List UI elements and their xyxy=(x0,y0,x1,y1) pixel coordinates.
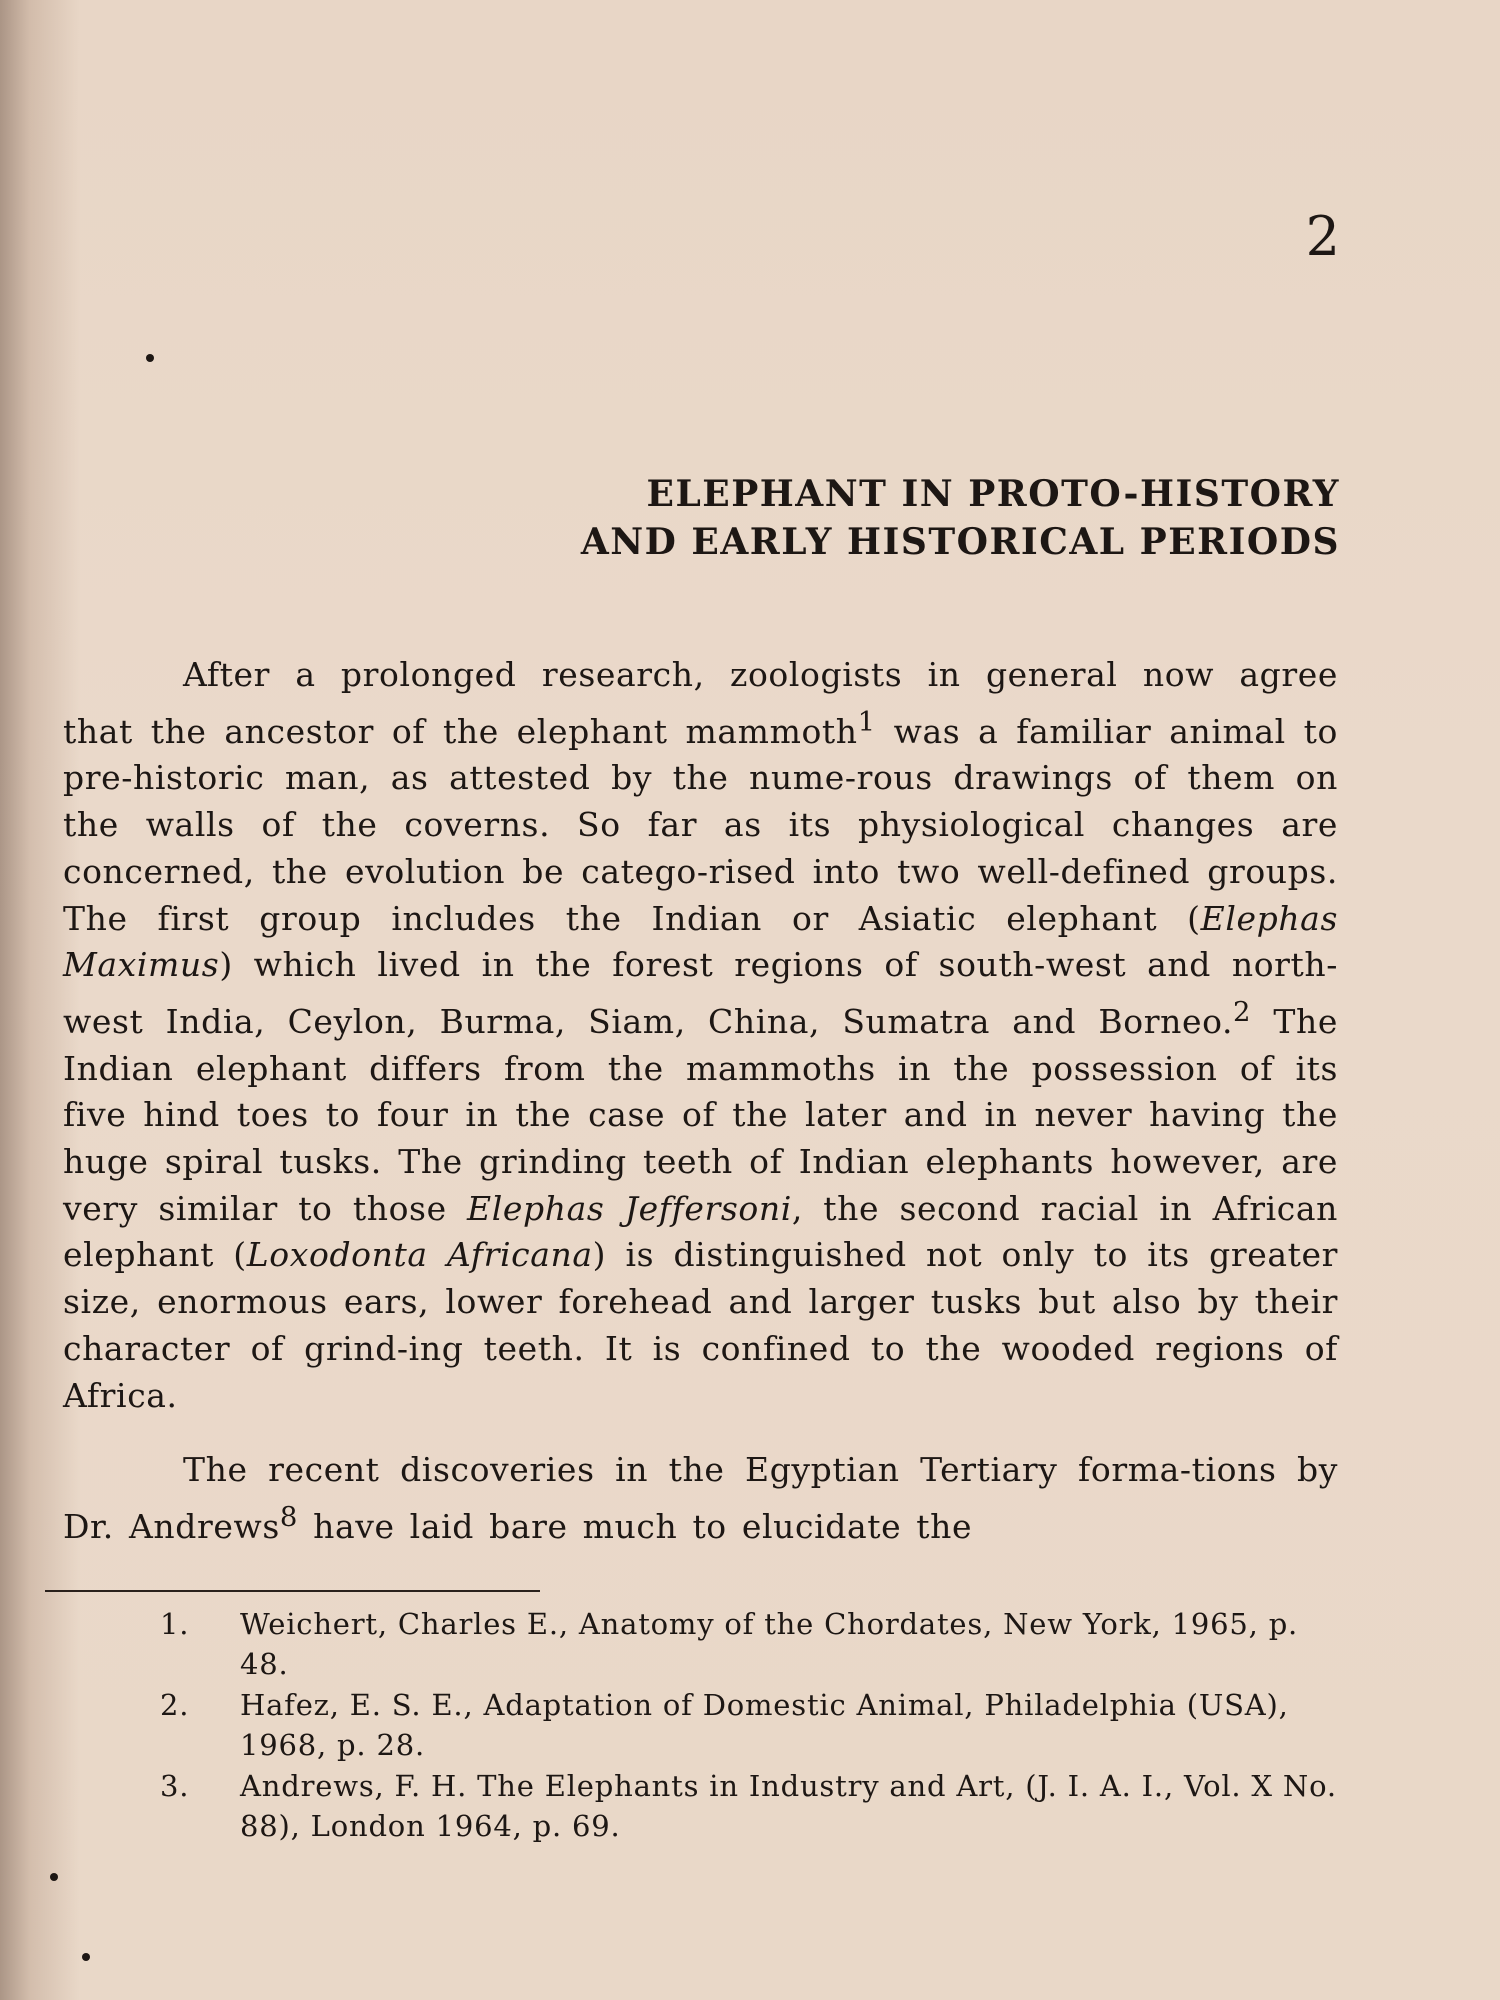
footnote-ref: 1 xyxy=(857,705,876,738)
footnote-text: Andrews, F. H. The Elephants in Industry and Art, (J. I. A. I., Vol. X No. 88), London 1964, p. 69. xyxy=(240,1769,1337,1843)
ink-speck xyxy=(146,354,154,362)
footnote-text: Hafez, E. S. E., Adaptation of Domestic Animal, Philadelphia (USA), 1968, p. 28. xyxy=(240,1688,1289,1762)
paragraph xyxy=(63,1447,1338,1550)
footnotes xyxy=(160,1604,1340,1847)
chapter-number: 2 xyxy=(1305,205,1340,268)
footnote xyxy=(160,1766,1340,1846)
heading-line: ELEPHANT IN PROTO-HISTORY xyxy=(646,473,1340,515)
text-run: ) which lived in the forest regions of south-west and north-west India, Ceylon, Burma, Siam, China, Sumatra and Borneo. xyxy=(63,945,1338,1041)
species-name: Elephas Maximus xyxy=(63,898,1338,985)
text-run: ) is distinguished not only to its greater size, enormous ears, lower forehead and larger tusks but also by their character of grind-ing teeth. It is confined to the wooded regions of Africa. xyxy=(63,1235,1338,1415)
ink-speck xyxy=(82,1953,90,1961)
footnote-number: 3. xyxy=(160,1769,190,1803)
species-name: Elephas Jeffersoni xyxy=(467,1188,792,1228)
footnote-divider xyxy=(45,1590,540,1592)
species-name: Loxodonta Africana xyxy=(246,1235,593,1275)
footnote xyxy=(160,1685,1340,1765)
footnote-text: Weichert, Charles E., Anatomy of the Chordates, New York, 1965, p. 48. xyxy=(240,1607,1299,1681)
text-run: have laid bare much to elucidate the xyxy=(298,1506,973,1546)
ink-speck xyxy=(50,1873,58,1881)
footnote-number: 1. xyxy=(160,1607,190,1641)
paragraph xyxy=(63,652,1338,1419)
footnote-ref: 8 xyxy=(279,1500,298,1533)
text-run: The recent discoveries in the Egyptian Tertiary forma-tions by Dr. Andrews xyxy=(63,1450,1338,1546)
text-run: , the second racial in African elephant ( xyxy=(63,1188,1338,1275)
heading-line: AND EARLY HISTORICAL PERIODS xyxy=(580,521,1340,563)
footnote-ref: 2 xyxy=(1233,995,1252,1028)
body-text xyxy=(63,652,1338,1551)
text-run: was a familiar animal to pre-historic man, as attested by the nume-rous drawings of them on the walls of the coverns. So far as its physiological changes are concerned, the evolution be catego-rised into two well-defined groups. The first group includes the Indian or Asiatic elephant ( xyxy=(63,711,1338,938)
footnote-number: 2. xyxy=(160,1688,190,1722)
text-run: The Indian elephant differs from the mammoths in the possession of its five hind toes to four in the case of the later and in never having the huge spiral tusks. The grinding teeth of Indian elephants however, are very similar to those xyxy=(63,1001,1338,1228)
footnote xyxy=(160,1604,1340,1684)
text-run: After a prolonged research, zoologists in general now agree that the ancestor of the elephant mammoth xyxy=(63,655,1338,751)
chapter-heading xyxy=(340,470,1340,566)
